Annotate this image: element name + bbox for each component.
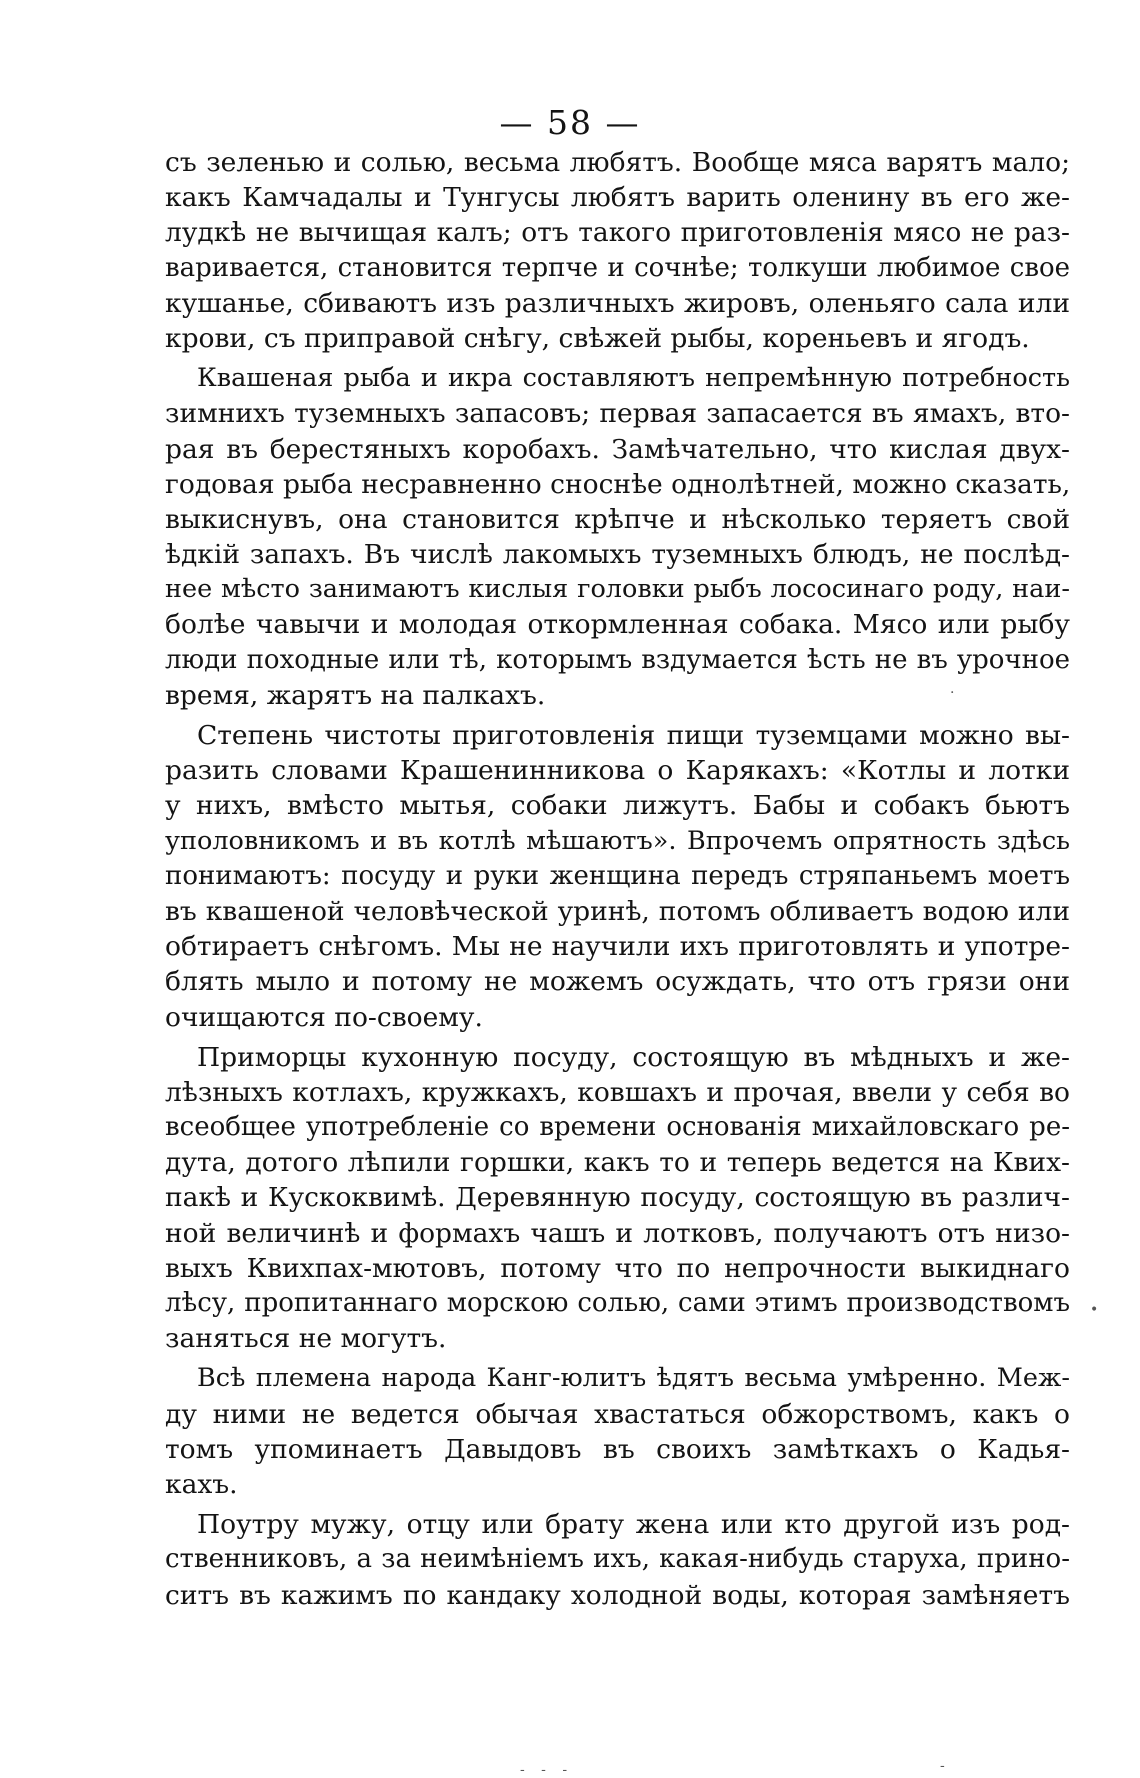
- text-line: лудкѣ не вычищая калъ; отъ такого приготовленія мясо не раз-: [165, 217, 1070, 249]
- text-line: выкиснувъ, она становится крѣпче и нѣсколько теряетъ свой: [165, 503, 1070, 535]
- text-line: Квашеная рыба и икра составляютъ непремѣнную потребность: [197, 363, 1070, 394]
- text-line: болѣе чавычи и молодая откормленная собака. Мясо или рыбу: [165, 609, 1070, 641]
- text-line: рая въ берестяныхъ коробахъ. Замѣчательно, что кислая двух-: [165, 433, 1070, 465]
- text-line: ственниковъ, а за неимѣніемъ ихъ, какая-нибудь старуха, прино-: [165, 1544, 1070, 1575]
- scan-speck: - - -: [520, 1762, 574, 1778]
- scan-speck: ·: [950, 685, 955, 701]
- text-line: въ квашеной человѣческой уринѣ, потомъ обливаетъ водою или: [165, 895, 1070, 927]
- text-line: обтираетъ снѣгомъ. Мы не научили ихъ приготовлять и употре-: [165, 931, 1070, 963]
- text-line: нее мѣсто занимаютъ кислыя головки рыбъ лососинаго роду, наи-: [165, 574, 1070, 605]
- text-line: ѣдкій запахъ. Въ числѣ лакомыхъ туземныхъ блюдъ, не послѣд-: [165, 539, 1070, 571]
- text-line: ду ними не ведется обычая хвастаться обжорствомъ, какъ о: [165, 1398, 1070, 1430]
- text-line: очищаются по-своему.: [165, 1001, 483, 1033]
- text-line: Поутру мужу, отцу или брату жена или кто другой изъ род-: [197, 1509, 1070, 1541]
- text-line: ной величинѣ и формахъ чашъ и лотковъ, получаютъ отъ низо-: [165, 1217, 1070, 1249]
- text-line: крови, съ приправой снѣгу, свѣжей рыбы, кореньевъ и ягодъ.: [165, 322, 1030, 354]
- text-line: дута, дотого лѣпили горшки, какъ то и теперь ведется на Квих-: [165, 1147, 1070, 1179]
- text-line: время, жарятъ на палкахъ.: [165, 679, 546, 711]
- text-line: годовая рыба несравненно сноснѣе однолѣтней, можно сказать,: [165, 468, 1070, 500]
- page-text: [165, 145, 1070, 1613]
- text-line: Приморцы кухонную посуду, состоящую въ мѣдныхъ и же-: [197, 1041, 1070, 1073]
- text-line: лѣсу, пропитаннаго морскою солью, сами этимъ производствомъ: [165, 1288, 1070, 1318]
- text-line: разить словами Крашенинникова о Карякахъ: «Котлы и лотки: [165, 755, 1070, 787]
- paragraph: [165, 1507, 1070, 1613]
- text-line: варивается, становится терпче и сочнѣе; толкуши любимое свое: [165, 252, 1070, 283]
- text-line: Всѣ племена народа Канг-юлитъ ѣдятъ весьма умѣренно. Меж-: [197, 1363, 1070, 1394]
- text-line: блять мыло и потому не можемъ осуждать, что отъ грязи они: [165, 966, 1070, 998]
- text-line: люди походные или тѣ, которымъ вздумается ѣсть не въ урочное: [165, 644, 1070, 675]
- text-line: пакѣ и Кускоквимѣ. Деревянную посуду, состоящую въ различ-: [165, 1182, 1070, 1214]
- text-line: всеобщее употребленіе со времени основанія михайловскаго ре-: [165, 1112, 1070, 1143]
- paragraph: [165, 1361, 1070, 1502]
- paragraph: [165, 1040, 1070, 1357]
- paragraph: [165, 361, 1070, 713]
- text-line: понимаютъ: посуду и руки женщина передъ стряпаньемъ моетъ: [165, 860, 1070, 891]
- scan-speck: -: [940, 1758, 945, 1774]
- text-line: выхъ Квихпах-мютовъ, потому что по непрочности выкиднаго: [165, 1252, 1070, 1284]
- text-line: кахъ.: [165, 1468, 238, 1500]
- text-line: кушанье, сбиваютъ изъ различныхъ жировъ, оленьяго сала или: [165, 287, 1070, 319]
- text-line: томъ упоминаетъ Давыдовъ въ своихъ замѣткахъ о Кадья-: [165, 1433, 1070, 1465]
- text-line: съ зеленью и солью, весьма любятъ. Вообще мяса варятъ мало;: [165, 147, 1070, 178]
- page-number: — 58 —: [499, 103, 641, 142]
- paragraph: [165, 145, 1070, 356]
- text-line: зимнихъ туземныхъ запасовъ; первая запасается въ ямахъ, вто-: [165, 398, 1070, 430]
- text-line: какъ Камчадалы и Тунгусы любятъ варить оленину въ его же-: [165, 182, 1070, 214]
- paragraph: [165, 718, 1070, 1035]
- text-line: Степень чистоты приготовленія пищи туземцами можно вы-: [197, 720, 1070, 751]
- text-line: у нихъ, вмѣсто мытья, собаки лижутъ. Бабы и собакъ бьютъ: [165, 790, 1070, 822]
- scan-speck: •: [1090, 1302, 1099, 1318]
- text-line: заняться не могутъ.: [165, 1323, 447, 1355]
- text-line: уполовникомъ и въ котлѣ мѣшаютъ». Впрочемъ опрятность здѣсь: [165, 825, 1070, 856]
- text-line: лѣзныхъ котлахъ, кружкахъ, ковшахъ и прочая, ввели у себя во: [165, 1076, 1070, 1108]
- text-line: ситъ въ кажимъ по кандаку холодной воды, которая замѣняетъ: [165, 1579, 1070, 1611]
